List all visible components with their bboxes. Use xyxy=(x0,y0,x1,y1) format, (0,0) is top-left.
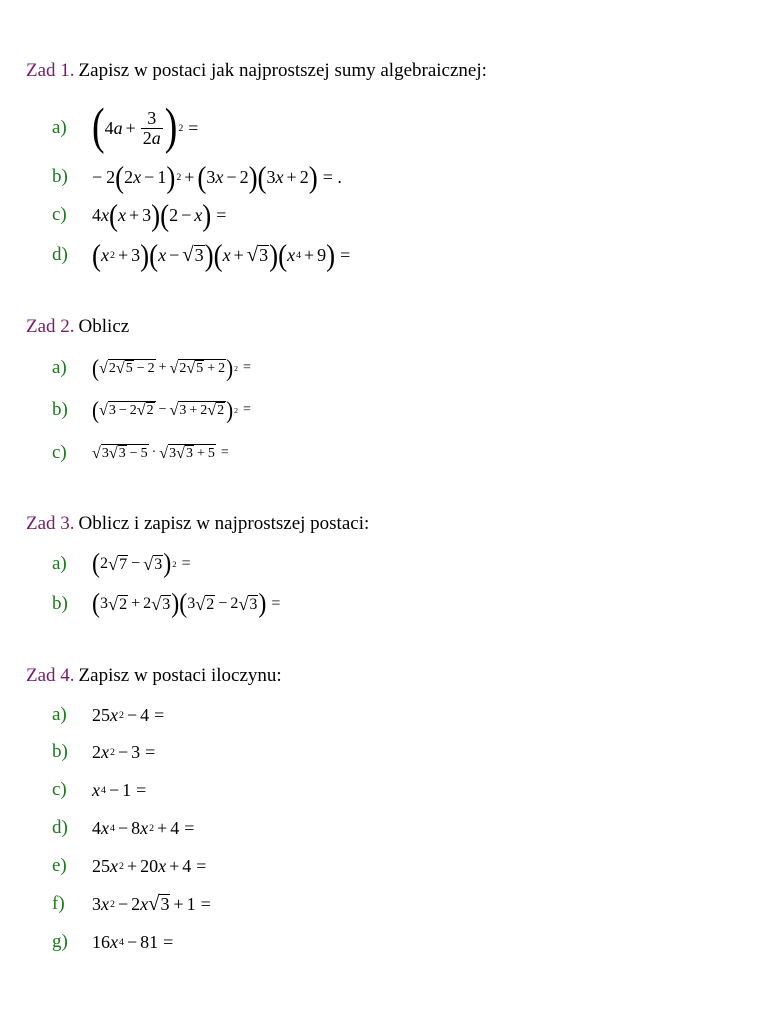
item-letter: g) xyxy=(52,931,68,952)
task-1-item-a xyxy=(52,98,199,156)
task-1-number: Zad 1. xyxy=(26,60,75,81)
expression-2a: ( √ 2 √ 5 − 2 + √ 2 √ 5 + 2 ) 2 = xyxy=(92,353,251,382)
task-4-item-c xyxy=(52,775,146,805)
task-4-heading xyxy=(26,665,282,687)
task-4-item-e xyxy=(52,851,206,881)
task-4-item-b xyxy=(52,737,155,767)
task-3-item-a xyxy=(52,549,191,579)
task-3-heading xyxy=(26,513,369,535)
expression-4c: x 4 − 1 = xyxy=(92,779,147,800)
task-1-item-b xyxy=(52,159,342,194)
task-4-instruction: Zapisz w postaci iloczynu: xyxy=(78,665,282,686)
expression-2b: ( √ 3 − 2 √ 2 − √ 3 + 2 √ 2 ) 2 = xyxy=(92,395,251,424)
task-1-heading xyxy=(26,60,487,82)
task-3-number: Zad 3. xyxy=(26,513,75,534)
expression-4a: 25 x 2 − 4 = xyxy=(92,704,165,725)
item-letter: b) xyxy=(52,399,68,420)
task-4-item-g xyxy=(52,927,173,957)
expression-1c: 4x ( x + 3 )( 2 − x ) = xyxy=(92,197,227,232)
item-letter: c) xyxy=(52,204,67,225)
task-4-item-a xyxy=(52,700,164,730)
expression-4f: 3 x 2 − 2 x √ 3 + 1 = xyxy=(92,892,211,915)
task-2-number: Zad 2. xyxy=(26,316,75,337)
task-1-instruction: Zapisz w postaci jak najprostszej sumy algebraicznej: xyxy=(78,60,487,81)
expression-4e: 25 x 2 + 20 x + 4 = xyxy=(92,855,207,876)
expression-3a: ( 2 √ 7 − √ 3 ) 2 = xyxy=(92,549,191,579)
task-1-item-d xyxy=(52,237,351,272)
expression-4g: 16 x 4 − 81 = xyxy=(92,931,174,952)
expression-4d: 4 x 4 − 8 x 2 + 4 = xyxy=(92,817,195,838)
expression-3b: ( 3 √ 2 + 2 √ 3 )( 3 √ 2 − 2 √ 3 ) = xyxy=(92,589,281,619)
item-letter: b) xyxy=(52,166,68,187)
item-letter: a) xyxy=(52,357,67,378)
task-4-item-f xyxy=(52,889,211,919)
expression-1a: ( 4a + $\frac{3}{2a}$ ) 2 = xyxy=(92,98,199,156)
task-1-item-c xyxy=(52,197,227,232)
expression-1d: ( x 2 + 3 )( x − √ 3 )( x + √ 3 )( x 4 + 9 ) = xyxy=(92,237,351,272)
expression-1b: − 2 ( 2 x − 1 ) 2 + ( 3 x − 2 )( 3 x + 2 ) = . xyxy=(92,159,342,194)
item-letter: a) xyxy=(52,553,67,574)
item-letter: e) xyxy=(52,855,67,876)
item-letter: c) xyxy=(52,442,67,463)
item-letter: d) xyxy=(52,244,68,265)
item-letter: d) xyxy=(52,817,68,838)
task-3-instruction: Oblicz i zapisz w najprostszej postaci: xyxy=(78,513,370,534)
task-2-item-c xyxy=(52,438,229,468)
item-letter: f) xyxy=(52,893,65,914)
task-4-item-d xyxy=(52,813,194,843)
task-3-item-b xyxy=(52,589,280,619)
task-4-number: Zad 4. xyxy=(26,665,75,686)
item-letter: b) xyxy=(52,593,68,614)
task-2-instruction: Oblicz xyxy=(78,316,130,337)
task-2-item-b xyxy=(52,395,251,425)
item-letter: a) xyxy=(52,704,67,725)
item-letter: a) xyxy=(52,117,67,138)
expression-4b: 2 x 2 − 3 = xyxy=(92,741,156,762)
expression-2c: √ 3 √ 3 − 5 · √ 3 √ 3 + 5 = xyxy=(92,444,229,462)
task-2-heading xyxy=(26,316,129,338)
item-letter: c) xyxy=(52,779,67,800)
task-2-item-a xyxy=(52,353,251,383)
item-letter: b) xyxy=(52,741,68,762)
